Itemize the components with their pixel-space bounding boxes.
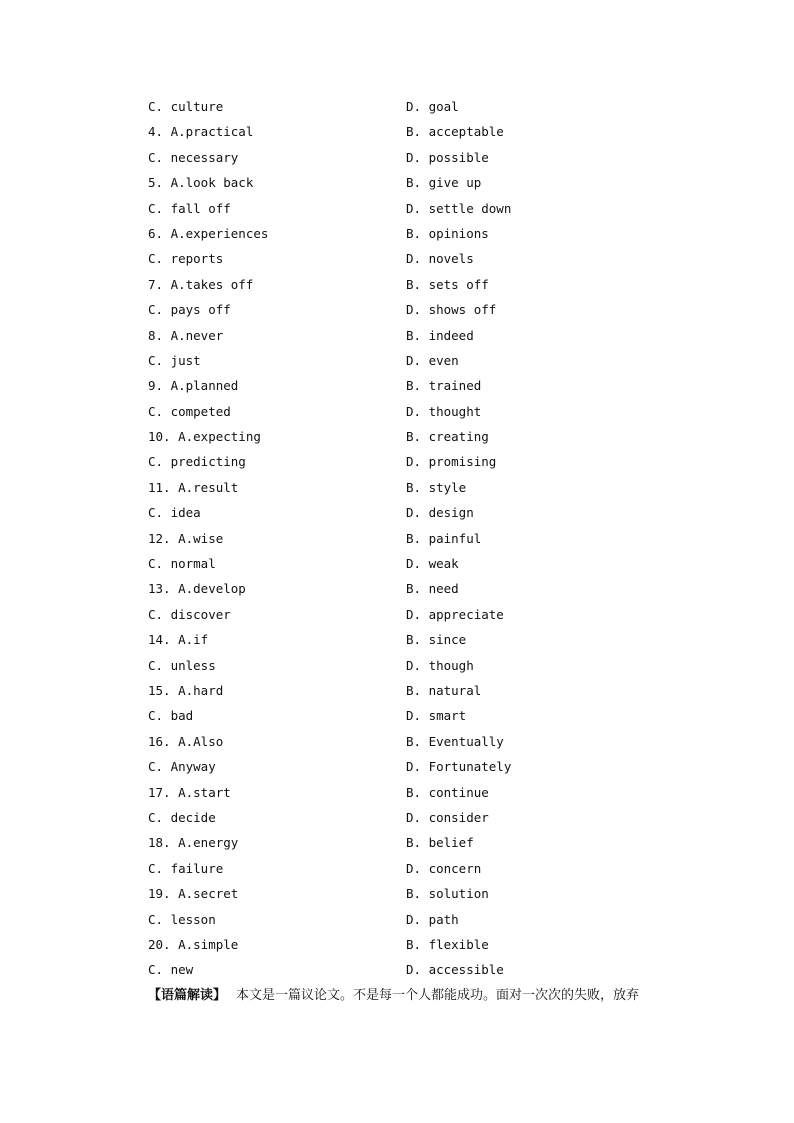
- option-left: 18. A.energy: [148, 835, 239, 851]
- option-row: [148, 627, 688, 652]
- option-row: [148, 653, 688, 678]
- option-row: [148, 94, 688, 119]
- option-row: [148, 754, 688, 779]
- option-right: D. novels: [406, 251, 474, 267]
- option-left: C. necessary: [148, 149, 239, 165]
- option-left: C. reports: [148, 251, 224, 267]
- option-right: B. belief: [406, 835, 474, 851]
- option-left: C. decide: [148, 809, 216, 825]
- option-row: [148, 399, 688, 424]
- option-left: 12. A.wise: [148, 530, 224, 546]
- option-right: D. consider: [406, 809, 489, 825]
- option-right: D. promising: [406, 454, 497, 470]
- analysis-text: 本文是一篇议论文。不是每一个人都能成功。面对一次次的失败，放弃: [236, 988, 640, 1003]
- option-right: D. design: [406, 505, 474, 521]
- option-left: 20. A.simple: [148, 936, 239, 952]
- option-left: C. pays off: [148, 302, 231, 318]
- option-row: [148, 881, 688, 906]
- option-left: 10. A.expecting: [148, 429, 261, 445]
- option-row: [148, 932, 688, 957]
- option-row: [148, 703, 688, 728]
- option-right: B. painful: [406, 530, 482, 546]
- option-right: D. even: [406, 352, 459, 368]
- option-right: D. though: [406, 657, 474, 673]
- option-row: [148, 957, 688, 982]
- option-row: [148, 297, 688, 322]
- option-left: C. new: [148, 962, 194, 978]
- option-left: C. predicting: [148, 454, 246, 470]
- option-left: 11. A.result: [148, 479, 239, 495]
- option-left: C. just: [148, 352, 201, 368]
- option-left: C. failure: [148, 860, 224, 876]
- option-left: 9. A.planned: [148, 378, 239, 394]
- option-right: B. since: [406, 632, 467, 648]
- option-right: D. Fortunately: [406, 759, 512, 775]
- option-right: B. opinions: [406, 225, 489, 241]
- option-right: B. creating: [406, 429, 489, 445]
- option-row: [148, 805, 688, 830]
- option-left: C. bad: [148, 708, 194, 724]
- option-row: [148, 602, 688, 627]
- option-row: [148, 246, 688, 271]
- option-row: [148, 500, 688, 525]
- option-row: [148, 780, 688, 805]
- option-left: 16. A.Also: [148, 733, 224, 749]
- option-left: 14. A.if: [148, 632, 209, 648]
- option-row: [148, 576, 688, 601]
- option-left: C. normal: [148, 556, 216, 572]
- answer-options-list: [148, 94, 688, 983]
- option-row: [148, 551, 688, 576]
- option-left: 17. A.start: [148, 784, 231, 800]
- option-row: [148, 729, 688, 754]
- option-left: C. Anyway: [148, 759, 216, 775]
- option-row: [148, 323, 688, 348]
- option-right: D. concern: [406, 860, 482, 876]
- option-row: [148, 119, 688, 144]
- option-row: [148, 678, 688, 703]
- option-right: D. possible: [406, 149, 489, 165]
- option-row: [148, 475, 688, 500]
- option-row: [148, 170, 688, 195]
- passage-analysis: [148, 984, 639, 1008]
- option-row: [148, 272, 688, 297]
- option-right: D. settle down: [406, 200, 512, 216]
- option-left: 7. A.takes off: [148, 276, 254, 292]
- option-left: 15. A.hard: [148, 682, 224, 698]
- option-right: B. Eventually: [406, 733, 504, 749]
- option-left: 13. A.develop: [148, 581, 246, 597]
- option-right: D. smart: [406, 708, 467, 724]
- option-right: D. appreciate: [406, 606, 504, 622]
- option-left: 6. A.experiences: [148, 225, 269, 241]
- option-right: D. path: [406, 911, 459, 927]
- option-right: D. goal: [406, 99, 459, 114]
- option-left: C. idea: [148, 505, 201, 521]
- option-row: [148, 856, 688, 881]
- option-row: [148, 907, 688, 932]
- option-row: [148, 221, 688, 246]
- option-right: D. accessible: [406, 962, 504, 978]
- option-left: C. culture: [148, 99, 224, 114]
- option-row: [148, 196, 688, 221]
- option-row: [148, 830, 688, 855]
- option-right: D. thought: [406, 403, 482, 419]
- option-left: 4. A.practical: [148, 124, 254, 140]
- option-row: [148, 449, 688, 474]
- option-row: [148, 348, 688, 373]
- option-row: [148, 526, 688, 551]
- option-left: C. competed: [148, 403, 231, 419]
- option-right: B. give up: [406, 175, 482, 191]
- option-right: B. acceptable: [406, 124, 504, 140]
- option-right: B. continue: [406, 784, 489, 800]
- option-right: D. weak: [406, 556, 459, 572]
- option-left: 19. A.secret: [148, 886, 239, 902]
- option-right: B. solution: [406, 886, 489, 902]
- option-right: B. trained: [406, 378, 482, 394]
- option-right: B. style: [406, 479, 467, 495]
- option-left: C. fall off: [148, 200, 231, 216]
- option-left: C. discover: [148, 606, 231, 622]
- option-right: B. sets off: [406, 276, 489, 292]
- option-right: B. indeed: [406, 327, 474, 343]
- option-row: [148, 373, 688, 398]
- option-row: [148, 424, 688, 449]
- option-left: 8. A.never: [148, 327, 224, 343]
- option-left: C. lesson: [148, 911, 216, 927]
- option-right: B. need: [406, 581, 459, 597]
- option-row: [148, 145, 688, 170]
- option-left: 5. A.look back: [148, 175, 254, 191]
- option-right: B. natural: [406, 682, 482, 698]
- option-right: B. flexible: [406, 936, 489, 952]
- analysis-label: 【语篇解读】: [148, 988, 227, 1003]
- option-left: C. unless: [148, 657, 216, 673]
- option-right: D. shows off: [406, 302, 497, 318]
